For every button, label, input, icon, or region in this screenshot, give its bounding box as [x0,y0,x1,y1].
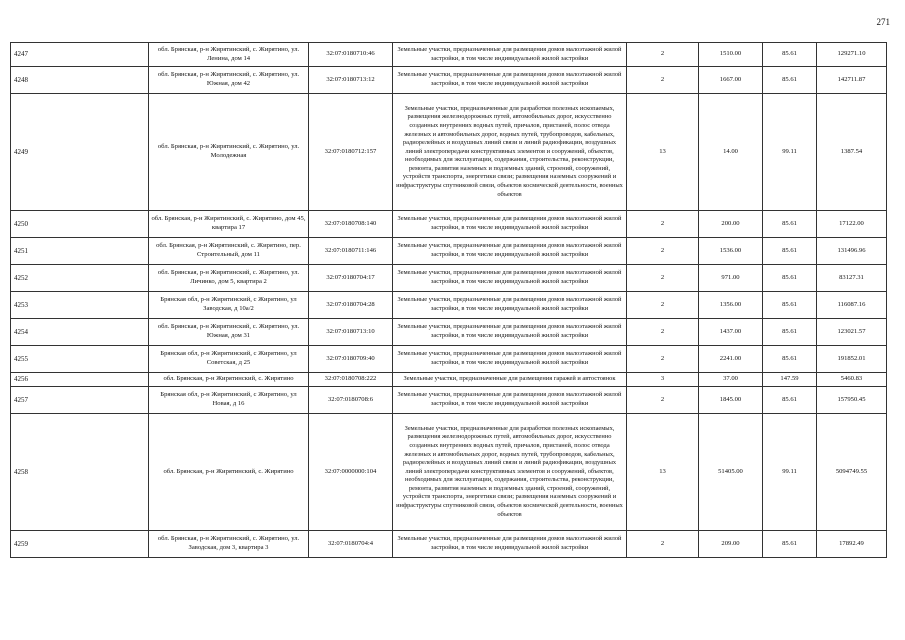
usage-type-cell: Земельные участки, предназначенные для размещения гаражей и автостоянок [393,373,627,387]
area-cell: 200.00 [699,211,763,238]
row-number-cell: 4249 [11,94,149,211]
group-cell: 2 [627,67,699,94]
address-cell: обл. Брянская, р-н Жирятинский, с. Жирятино, ул. Южная, дом 31 [149,319,309,346]
row-number-cell: 4259 [11,531,149,558]
cadastral-number-cell: 32:07:0180708:222 [309,373,393,387]
row-number-cell: 4250 [11,211,149,238]
rate-cell: 99.11 [763,94,817,211]
rate-cell: 85.61 [763,531,817,558]
rate-cell: 85.61 [763,265,817,292]
usage-type-cell: Земельные участки, предназначенные для размещения домов малоэтажной жилой застройки, в том числе индивидуальной жилой застройки [393,346,627,373]
address-cell: Брянская обл, р-н Жирятинский, с Жирятино, ул Заводская, д 10а/2 [149,292,309,319]
cadastral-number-cell: 32:07:0180710:46 [309,43,393,67]
row-number-cell: 4248 [11,67,149,94]
usage-type-cell: Земельные участки, предназначенные для размещения домов малоэтажной жилой застройки, в том числе индивидуальной жилой застройки [393,387,627,414]
row-number-cell: 4254 [11,319,149,346]
area-cell: 1510.00 [699,43,763,67]
table-row [11,373,887,387]
rate-cell: 85.61 [763,387,817,414]
usage-type-cell: Земельные участки, предназначенные для размещения домов малоэтажной жилой застройки, в том числе индивидуальной жилой застройки [393,319,627,346]
area-cell: 1536.00 [699,238,763,265]
area-cell: 1437.00 [699,319,763,346]
group-cell: 2 [627,292,699,319]
area-cell: 37.00 [699,373,763,387]
cadastral-number-cell: 32:07:0180712:157 [309,94,393,211]
table-row [11,211,887,238]
group-cell: 13 [627,414,699,531]
cadastral-number-cell: 32:07:0180713:10 [309,319,393,346]
usage-type-cell: Земельные участки, предназначенные для разработки полезных ископаемых, размещения железнодорожных путей, автомобильных дорог, искусственно созданных внутренних водных путей, причалов, пристаней, полос отвода железных и автомобильных дорог, водных путей, трубопроводов, кабельных, радиорелейных и воздушных линий связи и линий радиофикации, воздушных линий электропередачи конструктивных элементов и сооружений, объектов, необходимых для эксплуатации, содержания, строительства, реконструкции, ремонта, развития наземных и подземных зданий, строений, сооружений, устройств транспорта, энергетики связи; размещения наземных сооружений и инфраструктуры спутниковой связи, объектов космической деятельности, военных объектов [393,94,627,211]
group-cell: 2 [627,346,699,373]
rate-cell: 99.11 [763,414,817,531]
cadastral-value-cell: 83127.31 [817,265,887,292]
group-cell: 2 [627,387,699,414]
row-number-cell: 4251 [11,238,149,265]
table-row [11,346,887,373]
area-cell: 2241.00 [699,346,763,373]
address-cell: Брянская обл, р-н Жирятинский, с Жирятино, ул Новая, д 16 [149,387,309,414]
cadastral-number-cell: 32:07:0180708:140 [309,211,393,238]
usage-type-cell: Земельные участки, предназначенные для размещения домов малоэтажной жилой застройки, в том числе индивидуальной жилой застройки [393,211,627,238]
table-row [11,387,887,414]
address-cell: обл. Брянская, р-н Жирятинский, с. Жирятино, ул. Заводская, дом 3, квартира 3 [149,531,309,558]
table-row [11,43,887,67]
group-cell: 2 [627,319,699,346]
address-cell: обл. Брянская, р-н Жирятинский, с. Жирятино [149,414,309,531]
table-row [11,94,887,211]
row-number-cell: 4256 [11,373,149,387]
rate-cell: 85.61 [763,346,817,373]
usage-type-cell: Земельные участки, предназначенные для разработки полезных ископаемых, размещения железнодорожных путей, автомобильных дорог, искусственно созданных внутренних водных путей, причалов, пристаней, полос отвода железных и автомобильных дорог, водных путей, трубопроводов, кабельных, радиорелейных и воздушных линий связи и линий радиофикации, воздушных линий электропередачи конструктивных элементов и сооружений, объектов, необходимых для эксплуатации, содержания, строительства, реконструкции, ремонта, развития наземных и подземных зданий, строений, сооружений, устройств транспорта, энергетики связи; размещения наземных сооружений и инфраструктуры спутниковой связи, объектов космической деятельности, военных объектов [393,414,627,531]
address-cell: обл. Брянская, р-н Жирятинский, с. Жирятино, ул. Южная, дом 42 [149,67,309,94]
cadastral-value-cell: 1387.54 [817,94,887,211]
address-cell: обл. Брянская, р-н Жирятинский, с. Жирятино, пер. Строительный, дом 11 [149,238,309,265]
usage-type-cell: Земельные участки, предназначенные для размещения домов малоэтажной жилой застройки, в том числе индивидуальной жилой застройки [393,292,627,319]
row-number-cell: 4253 [11,292,149,319]
cadastral-value-cell: 157950.45 [817,387,887,414]
table-row [11,292,887,319]
group-cell: 2 [627,265,699,292]
table-row [11,414,887,531]
cadastral-value-cell: 123021.57 [817,319,887,346]
table-row [11,265,887,292]
rate-cell: 85.61 [763,43,817,67]
table-row [11,319,887,346]
cadastral-value-cell: 5094749.55 [817,414,887,531]
group-cell: 13 [627,94,699,211]
cadastral-number-cell: 32:07:0180709:40 [309,346,393,373]
cadastral-value-cell: 131496.96 [817,238,887,265]
rate-cell: 85.61 [763,211,817,238]
area-cell: 14.00 [699,94,763,211]
rate-cell: 85.61 [763,319,817,346]
cadastral-value-cell: 5460.83 [817,373,887,387]
cadastral-value-cell: 191852.01 [817,346,887,373]
address-cell: обл. Брянская, р-н Жирятинский, с. Жирятино, дом 45, квартира 17 [149,211,309,238]
group-cell: 2 [627,238,699,265]
rate-cell: 147.59 [763,373,817,387]
cadastral-value-cell: 17122.00 [817,211,887,238]
cadastral-number-cell: 32:07:0180704:4 [309,531,393,558]
area-cell: 1356.00 [699,292,763,319]
cadastral-number-cell: 32:07:0180713:12 [309,67,393,94]
table-row [11,531,887,558]
cadastral-number-cell: 32:07:0180704:17 [309,265,393,292]
row-number-cell: 4252 [11,265,149,292]
area-cell: 971.00 [699,265,763,292]
rate-cell: 85.61 [763,238,817,265]
address-cell: Брянская обл, р-н Жирятинский, с Жирятино, ул Советская, д 25 [149,346,309,373]
cadastral-number-cell: 32:07:0180711:146 [309,238,393,265]
usage-type-cell: Земельные участки, предназначенные для размещения домов малоэтажной жилой застройки, в том числе индивидуальной жилой застройки [393,67,627,94]
group-cell: 2 [627,211,699,238]
cadastral-number-cell: 32:07:0180708:6 [309,387,393,414]
page-number: 271 [876,17,890,27]
cadastral-value-cell: 116087.16 [817,292,887,319]
cadastral-number-cell: 32:07:0180704:28 [309,292,393,319]
area-cell: 1667.00 [699,67,763,94]
table-body [11,43,887,558]
row-number-cell: 4255 [11,346,149,373]
cadastral-value-cell: 17892.49 [817,531,887,558]
area-cell: 209.00 [699,531,763,558]
address-cell: обл. Брянская, р-н Жирятинский, с. Жирятино, ул. Личинко, дом 5, квартира 2 [149,265,309,292]
rate-cell: 85.61 [763,67,817,94]
group-cell: 2 [627,531,699,558]
group-cell: 3 [627,373,699,387]
row-number-cell: 4257 [11,387,149,414]
row-number-cell: 4258 [11,414,149,531]
cadastral-value-cell: 142711.87 [817,67,887,94]
cadastral-registry-table [10,42,887,558]
cadastral-value-cell: 129271.10 [817,43,887,67]
row-number-cell: 4247 [11,43,149,67]
area-cell: 1845.00 [699,387,763,414]
group-cell: 2 [627,43,699,67]
cadastral-number-cell: 32:07:0000000:104 [309,414,393,531]
usage-type-cell: Земельные участки, предназначенные для размещения домов малоэтажной жилой застройки, в том числе индивидуальной жилой застройки [393,531,627,558]
table-row [11,238,887,265]
area-cell: 51405.00 [699,414,763,531]
usage-type-cell: Земельные участки, предназначенные для размещения домов малоэтажной жилой застройки, в том числе индивидуальной жилой застройки [393,265,627,292]
address-cell: обл. Брянская, р-н Жирятинский, с. Жирятино, ул. Молодежная [149,94,309,211]
rate-cell: 85.61 [763,292,817,319]
usage-type-cell: Земельные участки, предназначенные для размещения домов малоэтажной жилой застройки, в том числе индивидуальной жилой застройки [393,238,627,265]
address-cell: обл. Брянская, р-н Жирятинский, с. Жирятино, ул. Ленина, дом 14 [149,43,309,67]
usage-type-cell: Земельные участки, предназначенные для размещения домов малоэтажной жилой застройки, в том числе индивидуальной жилой застройки [393,43,627,67]
table-row [11,67,887,94]
address-cell: обл. Брянская, р-н Жирятинский, с. Жирятино [149,373,309,387]
